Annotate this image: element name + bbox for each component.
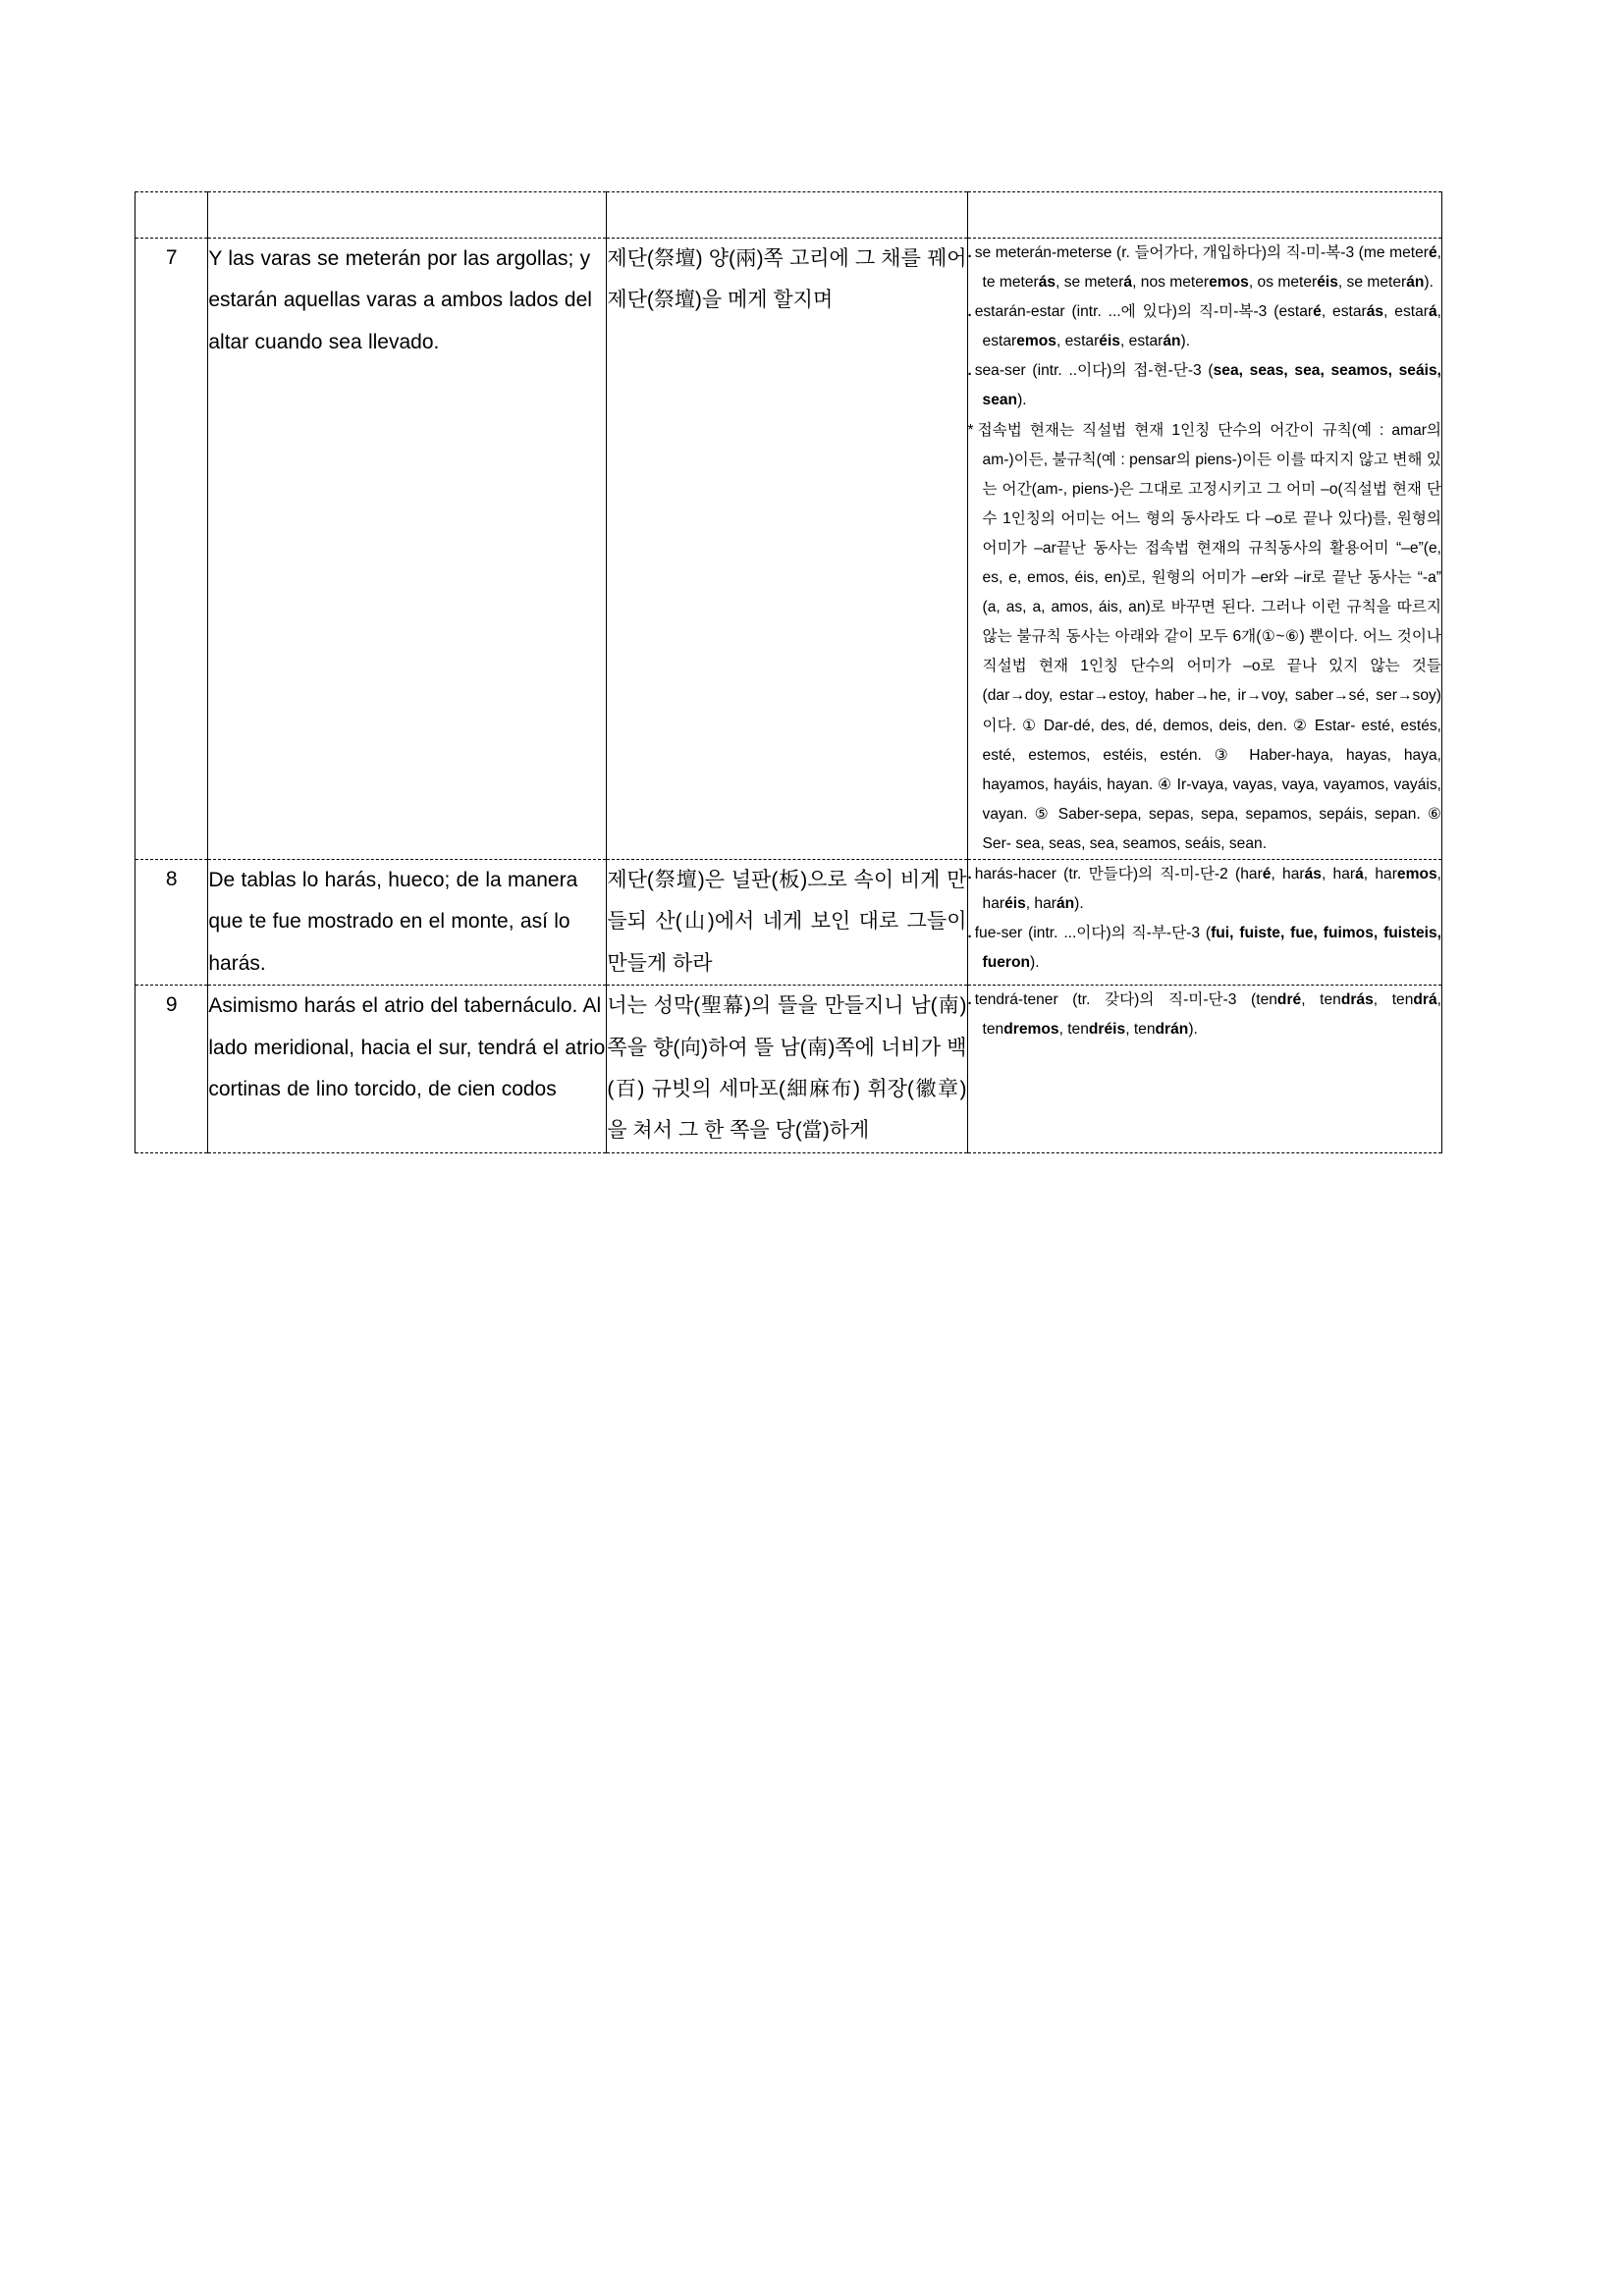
conjugation-ending: emos <box>1209 274 1249 292</box>
spacer-cell-number <box>135 192 208 239</box>
korean-translation-cell: 제단(祭壇) 양(兩)쪽 고리에 그 채를 꿰어 제단(祭壇)을 메게 할지며 <box>607 239 967 860</box>
note-text: fue-ser (intr. ...이다)의 직-부-단-3 ( <box>974 925 1212 942</box>
note-text: , os meter <box>1248 274 1318 292</box>
spanish-text-cell: Asimismo harás el atrio del tabernáculo. Al lado meridional, hacia el sur, tendrá el atrio cortinas de lino torcido, de cien codos <box>208 986 607 1153</box>
spanish-text-cell: Y las varas se meterán por las argollas; y estarán aquellas varas a ambos lados del altar cuando sea llevado. <box>208 239 607 860</box>
grammar-notes-cell <box>967 986 1441 1153</box>
note-text: ). <box>1424 274 1434 292</box>
note-text: , har <box>1363 865 1397 882</box>
grammar-note <box>968 416 1441 859</box>
table-row <box>135 859 1442 985</box>
note-text: , se meter <box>1337 274 1407 292</box>
note-bullet-icon: . <box>967 362 972 380</box>
conjugation-ending: án <box>1056 895 1075 913</box>
grammar-note <box>968 986 1441 1044</box>
grammar-notes-cell <box>967 239 1441 860</box>
spanish-text-cell: De tablas lo harás, hueco; de la manera que te fue mostrado en el monte, así lo harás. <box>208 859 607 985</box>
spacer-cell-notes <box>967 192 1441 239</box>
conjugation-ending: éis <box>1004 895 1026 913</box>
note-text: ). <box>1017 392 1027 409</box>
conjugation-ending: á <box>1355 865 1364 882</box>
korean-translation-cell: 너는 성막(聖幕)의 뜰을 만들지니 남(南)쪽을 향(向)하여 뜰 남(南)쪽에 너비가 백(百) 규빗의 세마포(細麻布) 휘장(徽章)을 쳐서 그 한 쪽을 당(當)하게 <box>607 986 967 1153</box>
conjugation-ending: dréis <box>1088 1021 1126 1039</box>
note-text: , ten <box>1125 1021 1156 1039</box>
conjugation-ending: drá <box>1413 991 1437 1009</box>
verse-table <box>135 191 1442 1153</box>
grammar-note <box>968 239 1441 297</box>
note-text: , ten <box>1373 991 1414 1009</box>
table-row <box>135 239 1442 860</box>
note-text: sea-ser (intr. ..이다)의 접-현-단-3 ( <box>974 362 1214 380</box>
note-text: , ten <box>1301 991 1341 1009</box>
verse-number: 9 <box>135 986 208 1153</box>
grammar-note <box>968 297 1441 356</box>
conjugation-ending: ás <box>1366 303 1384 321</box>
note-text: , har <box>1271 865 1305 882</box>
note-text: , estar <box>1383 303 1429 321</box>
note-text: ). <box>1188 1021 1198 1039</box>
grammar-note <box>968 919 1441 978</box>
note-text: , se meter <box>1056 274 1124 292</box>
note-bullet-icon: . <box>967 865 972 882</box>
grammar-note <box>968 860 1441 919</box>
conjugation-ending: éis <box>1317 274 1338 292</box>
note-text: , nos meter <box>1132 274 1210 292</box>
note-text: ). <box>1180 333 1191 350</box>
verse-number: 8 <box>135 859 208 985</box>
conjugation-ending: dremos <box>1003 1021 1059 1039</box>
note-text: 접속법 현재는 직설법 현재 1인칭 단수의 어간이 규칙(예 : amar의 am-)이든, 불규칙(예 : pensar의 piens-)이든 이를 따지지 않고 변해 있는 어간(am-, piens-)은 그대로 고정시키고 그 어미 –o(직설법 현재 단수 1인칭의 어미는 어느 형의 동사라도 다 –o로 끝나 있다)를, 원형의 어미가 –ar끝난 동사는 접속법 현재의 규칙동사의 활용어미 “–e”(e, es, e, emos, éis, en)로, 원형의 어미가 –er와 –ir로 끝난 동사는 “-a” (a, as, a, amos, áis, an)로 바꾸면 된다. 그러나 이런 규칙을 따르지 않는 불규칙 동사는 아래와 같이 모두 6개(①~⑥) 뿐이다. 어느 것이나 직설법 현재 1인칭 단수의 어미가 –o로 끝나 있지 않는 것들(dar→doy, estar→estoy, haber→he, ir→voy, saber→sé, ser→soy)이다. ① Dar-dé, des, dé, demos, deis, den. ② Estar- esté, estés, esté, estemos, estéis, estén. ③ Haber-haya, hayas, haya, hayamos, hayáis, hayan. ④ Ir-vaya, vayas, vaya, vayamos, vayáis, vayan. ⑤ Saber-sepa, sepas, sepa, sepamos, sepáis, sepan. ⑥ Ser- sea, seas, sea, seamos, seáis, sean. <box>977 421 1441 852</box>
note-bullet-icon: . <box>967 991 972 1009</box>
verse-number: 7 <box>135 239 208 860</box>
conjugation-ending: án <box>1163 333 1181 350</box>
note-text: , har <box>982 865 1442 913</box>
note-text: , har <box>1321 865 1356 882</box>
note-bullet-icon: . <box>967 244 972 261</box>
note-text: ). <box>1074 895 1084 913</box>
conjugation-ending: emos <box>1016 333 1056 350</box>
conjugation-ending: án <box>1406 274 1425 292</box>
note-asterisk-icon: * <box>967 421 974 439</box>
table-spacer-row <box>135 192 1442 239</box>
note-text: estarán-estar (intr. ...에 있다)의 직-미-복-3 (estar <box>974 303 1314 321</box>
note-bullet-icon: . <box>967 303 972 321</box>
conjugation-ending: fui, fuiste, fue, fuimos, fuisteis, fueron <box>982 925 1441 972</box>
conjugation-ending: é <box>1428 244 1437 261</box>
conjugation-ending: á <box>1123 274 1133 292</box>
note-bullet-icon: . <box>967 925 972 942</box>
table-row <box>135 986 1442 1153</box>
note-text: , estar <box>1056 333 1100 350</box>
conjugation-ending: é <box>1262 865 1272 882</box>
spacer-cell-korean <box>607 192 967 239</box>
note-text: tendrá-tener (tr. 갖다)의 직-미-단-3 (ten <box>974 991 1277 1009</box>
conjugation-ending: sea, seas, sea, seamos, seáis, sean <box>982 362 1441 409</box>
conjugation-ending: dré <box>1276 991 1302 1009</box>
spacer-cell-spanish <box>208 192 607 239</box>
note-text: , ten <box>982 991 1441 1039</box>
conjugation-ending: ás <box>1038 274 1056 292</box>
grammar-notes-cell <box>967 859 1441 985</box>
verse-table-body <box>135 192 1442 1153</box>
conjugation-ending: emos <box>1396 865 1437 882</box>
note-text: , estar <box>1321 303 1367 321</box>
conjugation-ending: éis <box>1099 333 1120 350</box>
note-text: ). <box>1030 954 1040 972</box>
note-text: harás-hacer (tr. 만들다)의 직-미-단-2 (har <box>974 865 1263 882</box>
note-text: , te meter <box>982 244 1441 292</box>
conjugation-ending: é <box>1313 303 1322 321</box>
conjugation-ending: á <box>1428 303 1437 321</box>
note-text: , estar <box>982 303 1442 350</box>
note-text: se meterán-meterse (r. 들어가다, 개입하다)의 직-미-복-3 (me meter <box>974 244 1429 261</box>
conjugation-ending: drán <box>1155 1021 1189 1039</box>
note-text: , har <box>1025 895 1056 913</box>
conjugation-ending: ás <box>1304 865 1322 882</box>
note-text: , estar <box>1119 333 1164 350</box>
note-text: , ten <box>1058 1021 1089 1039</box>
grammar-note <box>968 356 1441 415</box>
conjugation-ending: drás <box>1340 991 1374 1009</box>
korean-translation-cell: 제단(祭壇)은 널판(板)으로 속이 비게 만들되 산(山)에서 네게 보인 대로 그들이 만들게 하라 <box>607 859 967 985</box>
